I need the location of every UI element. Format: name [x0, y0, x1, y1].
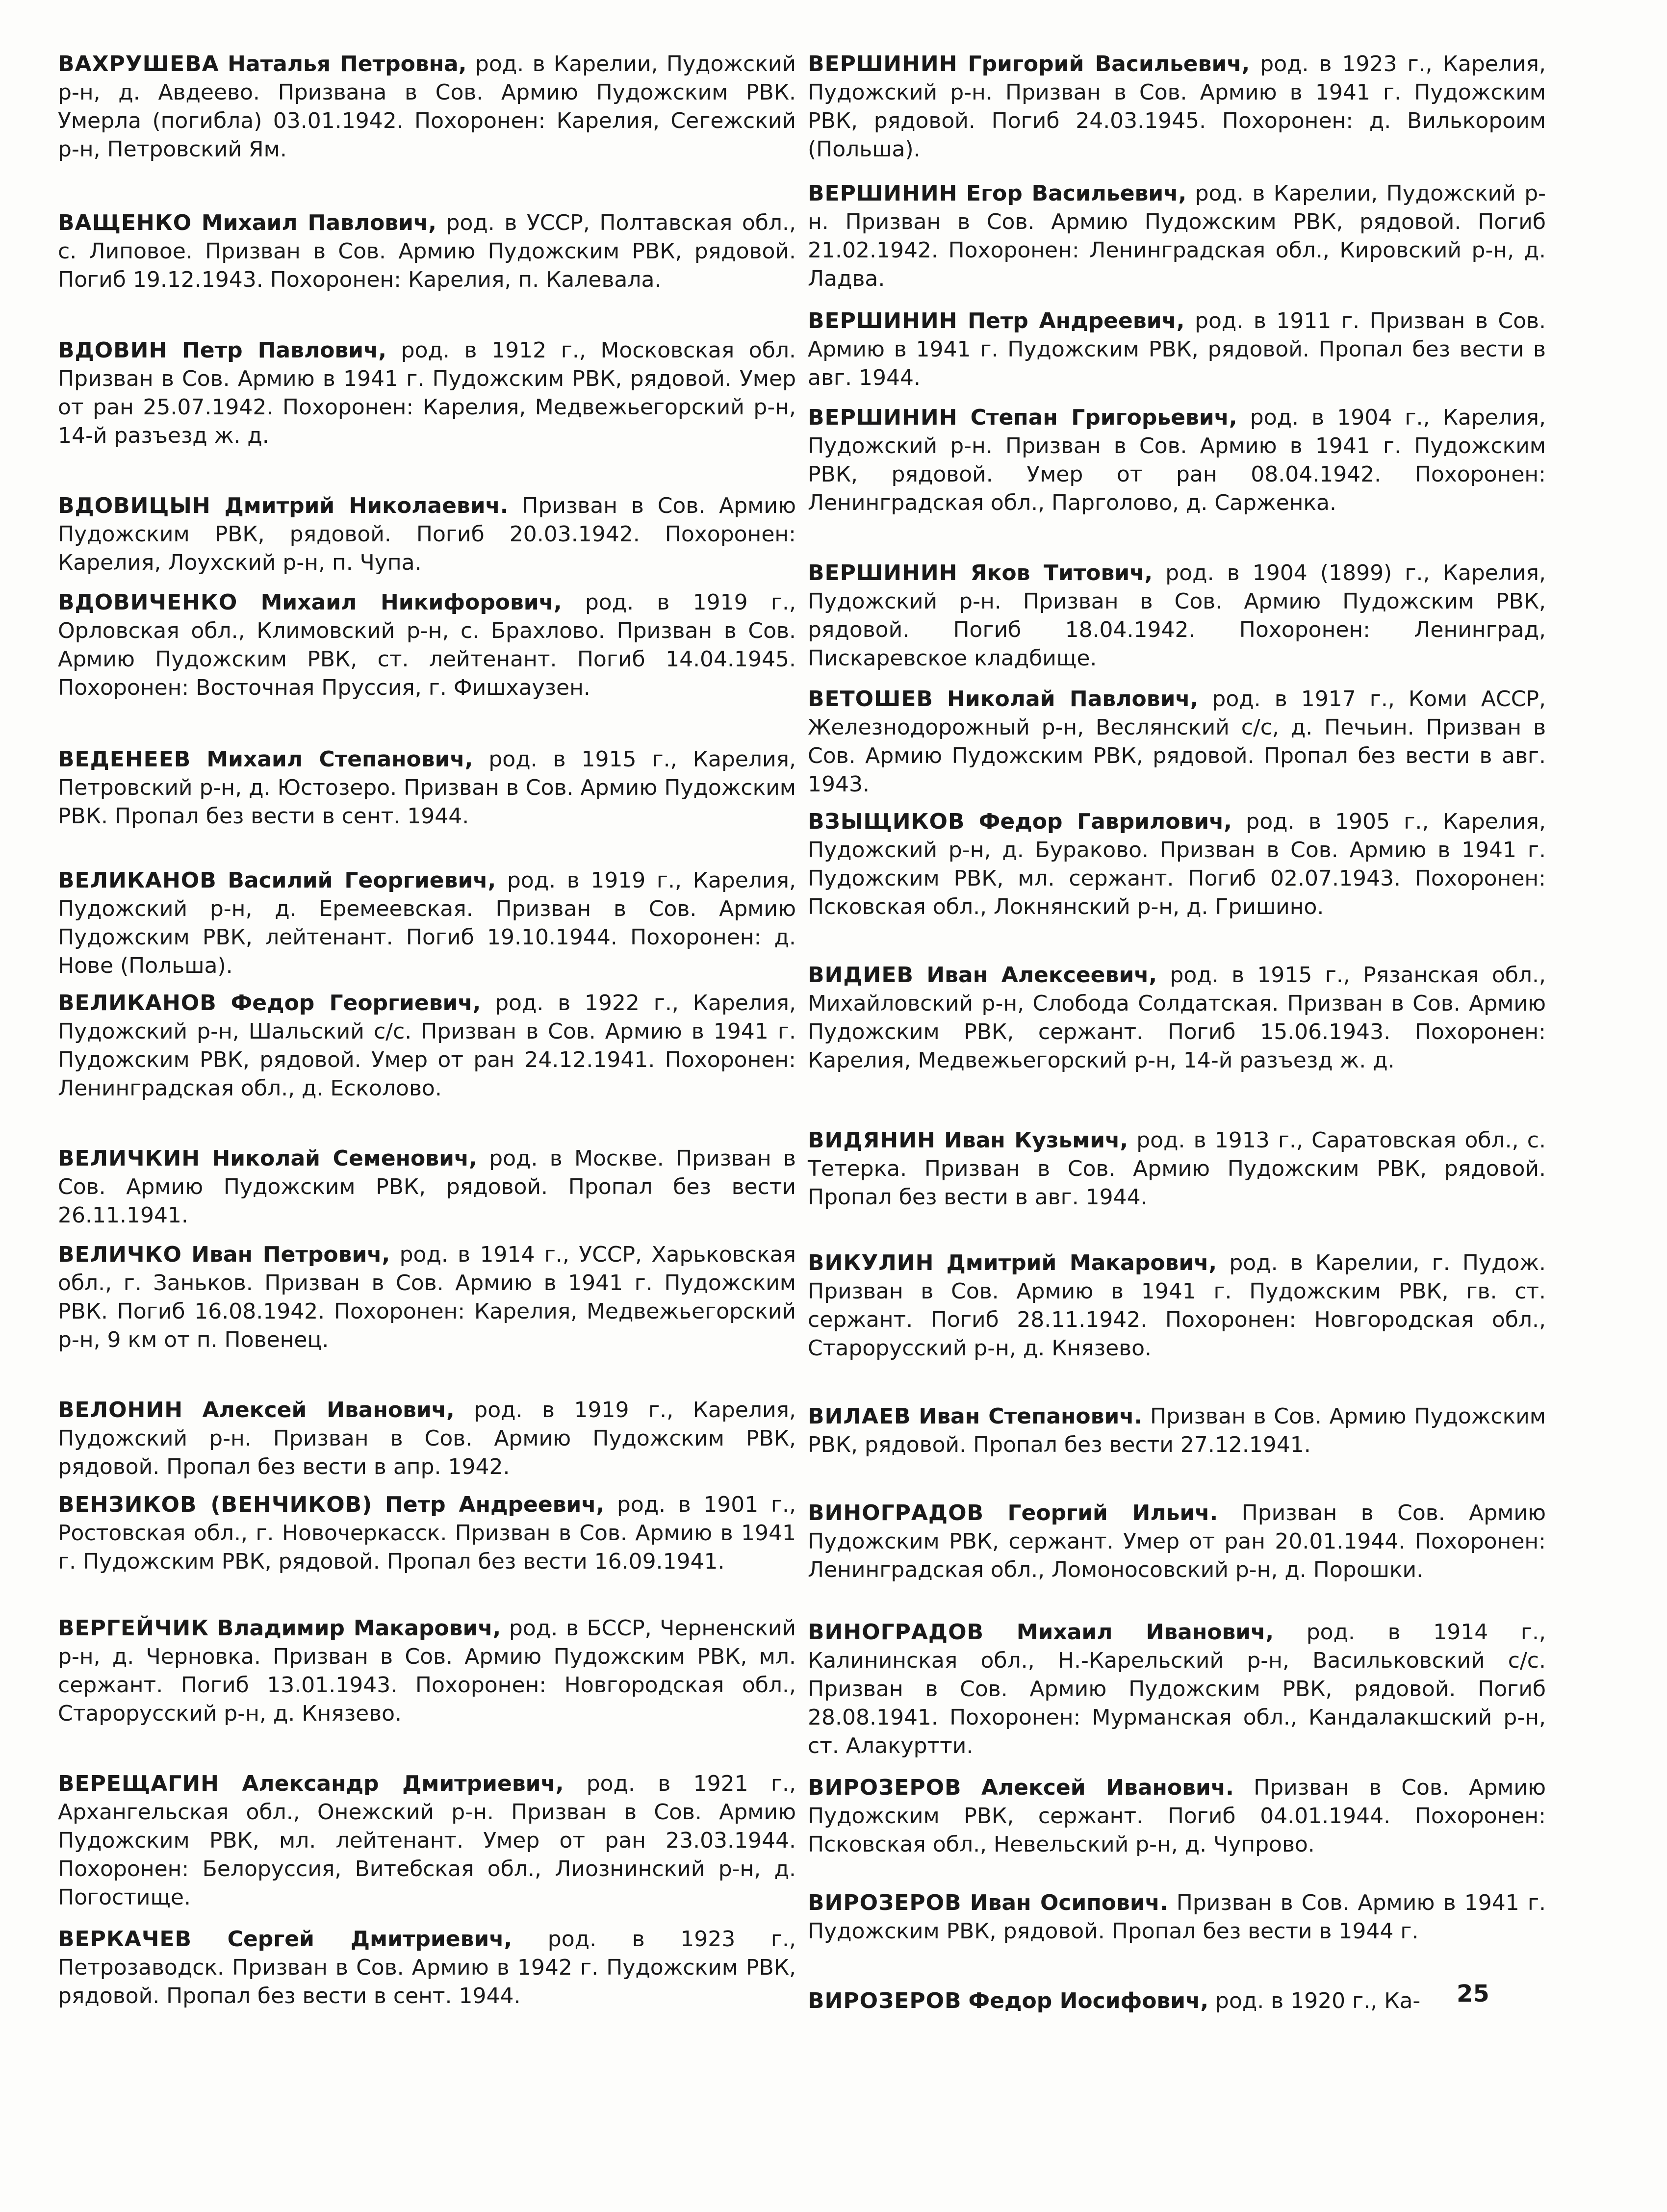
entry-text: род. в 1905 г., Карелия, Пудожский р-н, д. Бураково. Призван в Сов. Армию в 1941 г. Пудожским РВК, мл. сержант. Погиб 02.07.1943. Похоронен: Псковская обл., Локнянский р-н, д. Гришино.	[808, 809, 1546, 919]
entry-given-name: Дмитрий Николаевич.	[224, 493, 509, 518]
entry	[808, 50, 1546, 164]
entry-given-name: Сергей Дмитриевич,	[227, 1927, 513, 1952]
entry-text: Призван в Сов. Армию Пудожским РВК, рядовой. Пропал без вести 27.12.1941.	[808, 1404, 1546, 1457]
entry-given-name: Наталья Петровна,	[228, 51, 467, 76]
entry	[58, 1770, 796, 1912]
entry-surname: ВЕРШИНИН	[808, 181, 958, 206]
entry-surname: ВИНОГРАДОВ	[808, 1500, 984, 1526]
entry-text: род. в 1901 г., Ростовская обл., г. Новочеркасск. Призван в Сов. Армию в 1941 г. Пудожским РВК, рядовой. Пропал без вести 16.09.1941.	[58, 1492, 796, 1574]
entry-surname: ВИНОГРАДОВ	[808, 1620, 984, 1645]
entry-given-name: Степан Григорьевич,	[970, 405, 1237, 430]
entry	[58, 209, 796, 294]
entry-text: Призван в Сов. Армию Пудожским РВК, сержант. Погиб 04.01.1944. Похоронен: Псковская обл., Невельский р-н, д. Чупрово.	[808, 1775, 1546, 1857]
entry-text: род. в 1919 г., Карелия, Пудожский р-н, д. Еремеевская. Призван в Сов. Армию Пудожским РВК, лейтенант. Погиб 19.10.1944. Похоронен: д. Нове (Польша).	[58, 868, 796, 978]
entry-surname: ВЕЛОНИН	[58, 1398, 183, 1423]
entry-surname: ВЕРШИНИН	[808, 308, 958, 333]
entry-text: род. в Карелии, Пудожский р-н. Призван в Сов. Армию Пудожским РВК, рядовой. Погиб 21.02.1942. Похоронен: Ленинградская обл., Кировский р-н, д. Ладва.	[808, 181, 1546, 291]
entry-text: род. в 1921 г., Архангельская обл., Онежский р-н. Призван в Сов. Армию Пудожским РВК, мл. лейтенант. Умер от ран 23.03.1944. Похоронен: Белоруссия, Витебская обл., Лиознинский р-н, д. Погостище.	[58, 1771, 796, 1910]
entry-text: род. в 1917 г., Коми АССР, Железнодорожный р-н, Веслянский с/с, д. Печьин. Призван в Сов. Армию Пудожским РВК, рядовой. Пропал без вести в авг. 1943.	[808, 686, 1546, 797]
entry-given-name: Федор Иосифович,	[968, 1988, 1209, 2013]
entry	[58, 866, 796, 980]
entry-surname: ВЕЛИЧКО	[58, 1242, 182, 1267]
entry-surname: ВЕНЗИКОВ (ВЕНЧИКОВ)	[58, 1492, 373, 1517]
entry	[808, 559, 1546, 673]
entry-text: род. в Москве. Призван в Сов. Армию Пудожским РВК, рядовой. Пропал без вести 26.11.1941.	[58, 1146, 796, 1228]
entry-given-name: Михаил Степанович,	[206, 747, 473, 772]
entry-given-name: Георгий Ильич.	[1007, 1500, 1218, 1526]
entry	[808, 1499, 1546, 1584]
entry-text: род. в Карелии, г. Пудож. Призван в Сов. Армию в 1941 г. Пудожским РВК, гв. ст. сержант. Погиб 28.11.1942. Похоронен: Новгородская обл., Старорусский р-н, д. Князево.	[808, 1250, 1546, 1361]
entry-text: род. в 1904 г., Карелия, Пудожский р-н. Призван в Сов. Армию в 1941 г. Пудожским РВК, рядовой. Умер от ран 08.04.1942. Похоронен: Ленинградская обл., Парголово, д. Сарженка.	[808, 405, 1546, 515]
entry	[808, 1126, 1546, 1212]
entry-given-name: Николай Павлович,	[947, 686, 1199, 712]
entry	[58, 989, 796, 1103]
entry-surname: ВИЛАЕВ	[808, 1404, 911, 1429]
entry	[808, 1402, 1546, 1459]
entry-surname: ВДОВИЦЫН	[58, 493, 211, 518]
entry-given-name: Федор Гаврилович,	[978, 809, 1232, 834]
entry-text: род. в Карелии, Пудожский р-н, д. Авдеево. Призвана в Сов. Армию Пудожским РВК. Умерла (погибла) 03.01.1942. Похоронен: Карелия, Сегежский р-н, Петровский Ям.	[58, 51, 796, 162]
entry	[808, 1987, 1546, 2015]
entry-given-name: Яков Титович,	[970, 560, 1153, 585]
entry-text: род. в УССР, Полтавская обл., с. Липовое. Призван в Сов. Армию Пудожским РВК, рядовой. Погиб 19.12.1943. Похоронен: Карелия, п. Калевала.	[58, 210, 796, 292]
entry	[58, 588, 796, 702]
entry-surname: ВИДИЕВ	[808, 963, 914, 988]
entry-given-name: Иван Осипович.	[970, 1890, 1168, 1915]
entry-surname: ВИРОЗЕРОВ	[808, 1890, 962, 1915]
entry	[58, 1614, 796, 1728]
entry-given-name: Александр Дмитриевич,	[242, 1771, 564, 1796]
entry	[808, 1774, 1546, 1859]
entry-text: род. в 1919 г., Орловская обл., Климовский р-н, с. Брахлово. Призван в Сов. Армию Пудожским РВК, ст. лейтенант. Погиб 14.04.1945. Похоронен: Восточная Пруссия, г. Фишхаузен.	[58, 590, 796, 700]
entry-text: род. в 1919 г., Карелия, Пудожский р-н. Призван в Сов. Армию Пудожским РВК, рядовой. Пропал без вести в апр. 1942.	[58, 1398, 796, 1479]
entry-given-name: Федор Георгиевич,	[231, 991, 481, 1016]
entry-surname: ВАХРУШЕВА	[58, 51, 219, 76]
entry	[808, 685, 1546, 799]
entry-text: род. в 1914 г., УССР, Харьковская обл., г. Заньков. Призван в Сов. Армию в 1941 г. Пудожским РВК. Погиб 16.08.1942. Похоронен: Карелия, Медвежьегорский р-н, 9 км от п. Повенец.	[58, 1242, 796, 1352]
entry	[808, 1249, 1546, 1363]
entry-surname: ВИРОЗЕРОВ	[808, 1988, 962, 2013]
entry	[58, 745, 796, 831]
entry	[808, 808, 1546, 921]
entry-surname: ВЕРГЕЙЧИК	[58, 1616, 209, 1641]
entry-given-name: Петр Павлович,	[181, 338, 387, 363]
entry	[58, 1925, 796, 2010]
entry-text: род. в БССР, Черненский р-н, д. Черновка. Призван в Сов. Армию Пудожским РВК, мл. сержант. Погиб 13.01.1943. Похоронен: Новгородская обл., Старорусский р-н, д. Князево.	[58, 1616, 796, 1726]
entry-text: род. в 1913 г., Саратовская обл., с. Тетерка. Призван в Сов. Армию Пудожским РВК, рядовой. Пропал без вести в авг. 1944.	[808, 1128, 1546, 1210]
entry-given-name: Василий Георгиевич,	[228, 868, 496, 893]
entry-surname: ВЕЛИКАНОВ	[58, 868, 217, 893]
entry	[808, 961, 1546, 1075]
entry-given-name: Михаил Никифорович,	[260, 590, 562, 615]
entry-surname: ВЕЛИЧКИН	[58, 1146, 201, 1171]
entry	[58, 1144, 796, 1230]
entry-text: род. в 1915 г., Рязанская обл., Михайловский р-н, Слобода Солдатская. Призван в Сов. Армию Пудожским РВК, сержант. Погиб 15.06.1943. Похоронен: Карелия, Медвежьегорский р-н, 14-й разъезд ж. д.	[808, 963, 1546, 1073]
entry-surname: ВЕДЕНЕЕВ	[58, 747, 191, 772]
entry-text: род. в 1904 (1899) г., Карелия, Пудожский р-н. Призван в Сов. Армию Пудожским РВК, рядовой. Погиб 18.04.1942. Похоронен: Ленинград, Пискаревское кладбище.	[808, 560, 1546, 671]
entry-surname: ВЕЛИКАНОВ	[58, 991, 217, 1016]
entry-given-name: Алексей Иванович,	[202, 1398, 455, 1423]
entry-surname: ВЕРКАЧЕВ	[58, 1927, 192, 1952]
entry	[58, 1491, 796, 1576]
entry-surname: ВЕРШИНИН	[808, 560, 958, 585]
entry-text: род. в 1920 г., Ка-	[1208, 1988, 1421, 2013]
entry	[808, 179, 1546, 293]
entry-text: род. в 1915 г., Карелия, Петровский р-н, д. Юстозеро. Призван в Сов. Армию Пудожским РВК. Пропал без вести в сент. 1944.	[58, 747, 796, 829]
entry-text: род. в 1912 г., Московская обл. Призван в Сов. Армию в 1941 г. Пудожским РВК, рядовой. Умер от ран 25.07.1942. Похоронен: Карелия, Медвежьегорский р-н, 14-й разъезд ж. д.	[58, 338, 796, 448]
entry	[58, 492, 796, 577]
entry	[58, 1396, 796, 1481]
entry-given-name: Егор Васильевич,	[966, 181, 1187, 206]
entry-given-name: Дмитрий Макарович,	[946, 1250, 1217, 1275]
entry-given-name: Григорий Васильевич,	[968, 51, 1250, 76]
entry-given-name: Иван Кузьмич,	[944, 1128, 1128, 1153]
page-number: 25	[1457, 1980, 1489, 2008]
entry-given-name: Михаил Иванович,	[1016, 1620, 1274, 1645]
entry-surname: ВЕТОШЕВ	[808, 686, 933, 712]
entry-surname: ВДОВИЧЕНКО	[58, 590, 238, 615]
entry	[808, 307, 1546, 392]
entry-surname: ВИКУЛИН	[808, 1250, 934, 1275]
entry	[808, 404, 1546, 517]
entry-given-name: Михаил Павлович,	[201, 210, 436, 235]
entry-text: Призван в Сов. Армию в 1941 г. Пудожским РВК, рядовой. Пропал без вести в 1944 г.	[808, 1890, 1546, 1944]
entry-given-name: Иван Степанович.	[919, 1404, 1143, 1429]
entry-surname: ВАЩЕНКО	[58, 210, 192, 235]
entry-given-name: Владимир Макарович,	[217, 1616, 501, 1641]
entry-surname: ВЕРШИНИН	[808, 51, 958, 76]
entry-text: Призван в Сов. Армию Пудожским РВК, сержант. Умер от ран 20.01.1944. Похоронен: Ленинградская обл., Ломоносовский р-н, д. Порошки.	[808, 1500, 1546, 1582]
entry	[808, 1618, 1546, 1760]
entry-text: род. в 1922 г., Карелия, Пудожский р-н, Шальский с/с. Призван в Сов. Армию в 1941 г. Пудожским РВК, рядовой. Умер от ран 24.12.1941. Похоронен: Ленинградская обл., д. Есколово.	[58, 991, 796, 1101]
entry	[58, 336, 796, 450]
entry-surname: ВЕРШИНИН	[808, 405, 958, 430]
entry-given-name: Иван Петрович,	[191, 1242, 390, 1267]
entry-text: Призван в Сов. Армию Пудожским РВК, рядовой. Погиб 20.03.1942. Похоронен: Карелия, Лоухский р-н, п. Чупа.	[58, 493, 796, 575]
entry-given-name: Николай Семенович,	[212, 1146, 477, 1171]
entry	[808, 1889, 1546, 1946]
entry-given-name: Иван Алексеевич,	[926, 963, 1157, 988]
entry-text: род. в 1923 г., Петрозаводск. Призван в Сов. Армию в 1942 г. Пудожским РВК, рядовой. Пропал без вести в сент. 1944.	[58, 1927, 796, 2009]
entry	[58, 1241, 796, 1354]
entry-text: род. в 1923 г., Карелия, Пудожский р-н. Призван в Сов. Армию в 1941 г. Пудожским РВК, рядовой. Погиб 24.03.1945. Похоронен: д. Вилькороим (Польша).	[808, 51, 1546, 162]
entry-surname: ВЗЫЩИКОВ	[808, 809, 965, 834]
entry-text: род. в 1911 г. Призван в Сов. Армию в 1941 г. Пудожским РВК, рядовой. Пропал без вести в авг. 1944.	[808, 308, 1546, 390]
entry-surname: ВИДЯНИН	[808, 1128, 936, 1153]
entry-given-name: Алексей Иванович.	[981, 1775, 1234, 1800]
entry-surname: ВЕРЕЩАГИН	[58, 1771, 219, 1796]
entry-given-name: Петр Андреевич,	[385, 1492, 605, 1517]
entry-surname: ВДОВИН	[58, 338, 168, 363]
entry-text: род. в 1914 г., Калининская обл., Н.-Карельский р-н, Васильковский с/с. Призван в Сов. Армию Пудожским РВК, рядовой. Погиб 28.08.1941. Похоронен: Мурманская обл., Кандалакшский р-н, ст. Алакуртти.	[808, 1620, 1546, 1758]
entry-surname: ВИРОЗЕРОВ	[808, 1775, 962, 1800]
entry	[58, 50, 796, 164]
entry-given-name: Петр Андреевич,	[968, 308, 1185, 333]
